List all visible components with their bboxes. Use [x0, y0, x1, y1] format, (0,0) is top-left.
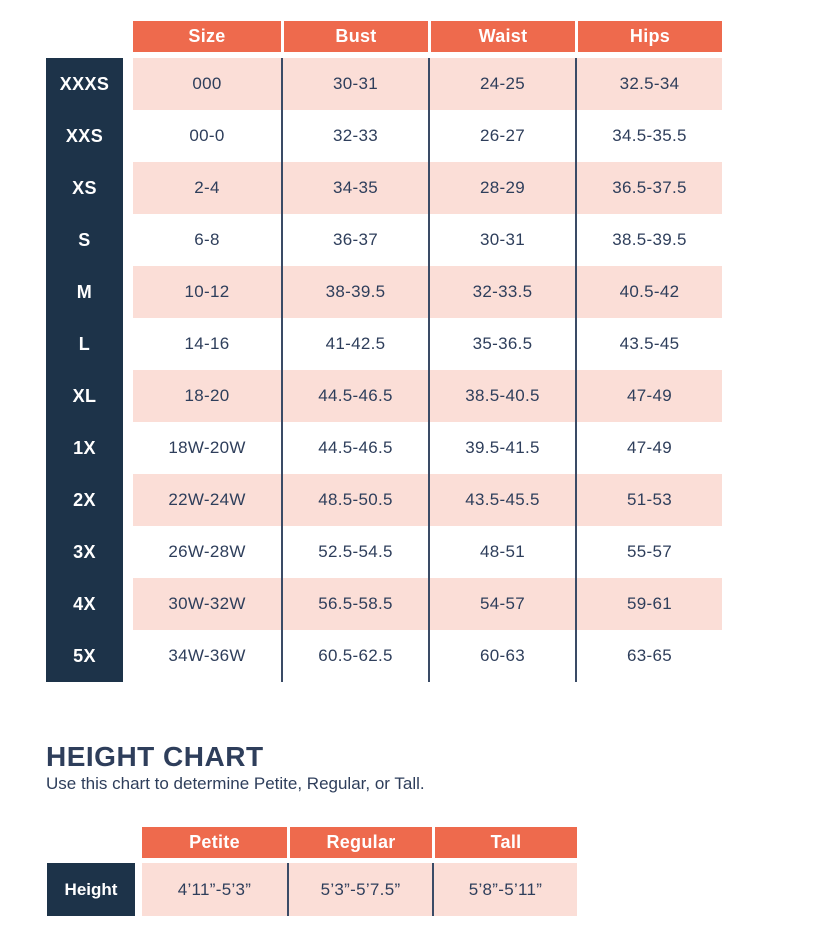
row-label-xxxs: XXXS	[46, 58, 133, 110]
row-label-xs: XS	[46, 162, 133, 214]
table-row-xs	[46, 162, 722, 214]
cell-bust: 30-31	[281, 58, 428, 110]
table-row-xl	[46, 370, 722, 422]
column-header-regular: Regular	[287, 827, 432, 858]
cell-waist: 43.5-45.5	[428, 474, 575, 526]
cell-bust: 44.5-46.5	[281, 422, 428, 474]
height-chart-header-row	[47, 827, 577, 858]
cell-hips: 34.5-35.5	[575, 110, 722, 162]
table-row-4x	[46, 578, 722, 630]
height-chart-subtitle: Use this chart to determine Petite, Regular, or Tall.	[46, 774, 425, 793]
cell-bust: 32-33	[281, 110, 428, 162]
cell-size: 26W-28W	[168, 542, 246, 561]
column-header-tall: Tall	[432, 827, 577, 858]
size-chart-table	[46, 21, 722, 682]
table-row-2x	[46, 474, 722, 526]
cell-size: 18W-20W	[168, 438, 246, 457]
row-label-1x: 1X	[46, 422, 133, 474]
cell-waist: 38.5-40.5	[428, 370, 575, 422]
column-header-petite: Petite	[142, 827, 287, 858]
row-label-m: M	[46, 266, 133, 318]
row-label-xxs: XXS	[46, 110, 133, 162]
table-row-xxs	[46, 110, 722, 162]
cell-hips: 32.5-34	[575, 58, 722, 110]
table-row-l	[46, 318, 722, 370]
column-header-bust: Bust	[281, 21, 428, 52]
row-label-2x: 2X	[46, 474, 133, 526]
row-label-5x: 5X	[46, 630, 133, 682]
cell-hips: 51-53	[575, 474, 722, 526]
cell-height-petite: 4’11”-5’3”	[142, 863, 287, 916]
cell-bust: 44.5-46.5	[281, 370, 428, 422]
height-chart-title: HEIGHT CHART	[46, 741, 264, 772]
cell-waist: 24-25	[428, 58, 575, 110]
cell-hips: 47-49	[575, 370, 722, 422]
cell-waist: 30-31	[428, 214, 575, 266]
row-label-l: L	[46, 318, 133, 370]
cell-waist: 26-27	[428, 110, 575, 162]
table-row-5x	[46, 630, 722, 682]
table-row-s	[46, 214, 722, 266]
cell-size: 30W-32W	[133, 578, 281, 630]
cell-bust: 48.5-50.5	[281, 474, 428, 526]
size-chart-body	[46, 58, 722, 682]
cell-size: 6-8	[194, 230, 220, 249]
cell-hips: 47-49	[575, 422, 722, 474]
column-header-waist: Waist	[428, 21, 575, 52]
height-chart-row	[47, 863, 577, 916]
cell-hips: 59-61	[575, 578, 722, 630]
corner-spacer	[47, 827, 142, 858]
cell-size: 14-16	[184, 334, 230, 353]
cell-size: 10-12	[133, 266, 281, 318]
cell-bust: 34-35	[281, 162, 428, 214]
cell-hips: 36.5-37.5	[575, 162, 722, 214]
cell-size: 22W-24W	[133, 474, 281, 526]
table-row-xxxs	[46, 58, 722, 110]
cell-bust: 41-42.5	[281, 318, 428, 370]
height-chart-table	[47, 827, 577, 916]
cell-hips: 38.5-39.5	[575, 214, 722, 266]
row-label-xl: XL	[46, 370, 133, 422]
column-header-hips: Hips	[575, 21, 722, 52]
size-chart-header-row	[46, 21, 722, 52]
cell-size: 18-20	[133, 370, 281, 422]
cell-waist: 39.5-41.5	[428, 422, 575, 474]
cell-bust: 52.5-54.5	[281, 526, 428, 578]
cell-size: 000	[133, 58, 281, 110]
row-label-s: S	[46, 214, 133, 266]
cell-bust: 38-39.5	[281, 266, 428, 318]
row-label-3x: 3X	[46, 526, 133, 578]
cell-waist: 60-63	[428, 630, 575, 682]
cell-size: 34W-36W	[168, 646, 246, 665]
table-row-3x	[46, 526, 722, 578]
column-header-size: Size	[133, 21, 281, 52]
cell-waist: 48-51	[428, 526, 575, 578]
row-label-height: Height	[47, 863, 142, 916]
cell-bust: 56.5-58.5	[281, 578, 428, 630]
cell-hips: 43.5-45	[575, 318, 722, 370]
cell-height-regular: 5’3”-5’7.5”	[287, 863, 432, 916]
cell-hips: 40.5-42	[575, 266, 722, 318]
row-label-4x: 4X	[46, 578, 133, 630]
cell-bust: 36-37	[281, 214, 428, 266]
cell-hips: 63-65	[575, 630, 722, 682]
cell-waist: 28-29	[428, 162, 575, 214]
cell-waist: 54-57	[428, 578, 575, 630]
cell-size: 2-4	[133, 162, 281, 214]
cell-waist: 35-36.5	[428, 318, 575, 370]
cell-hips: 55-57	[575, 526, 722, 578]
cell-waist: 32-33.5	[428, 266, 575, 318]
table-row-1x	[46, 422, 722, 474]
corner-spacer	[46, 21, 133, 52]
table-row-m	[46, 266, 722, 318]
cell-height-tall: 5’8”-5’11”	[432, 863, 577, 916]
cell-size: 00-0	[189, 126, 225, 145]
cell-bust: 60.5-62.5	[281, 630, 428, 682]
